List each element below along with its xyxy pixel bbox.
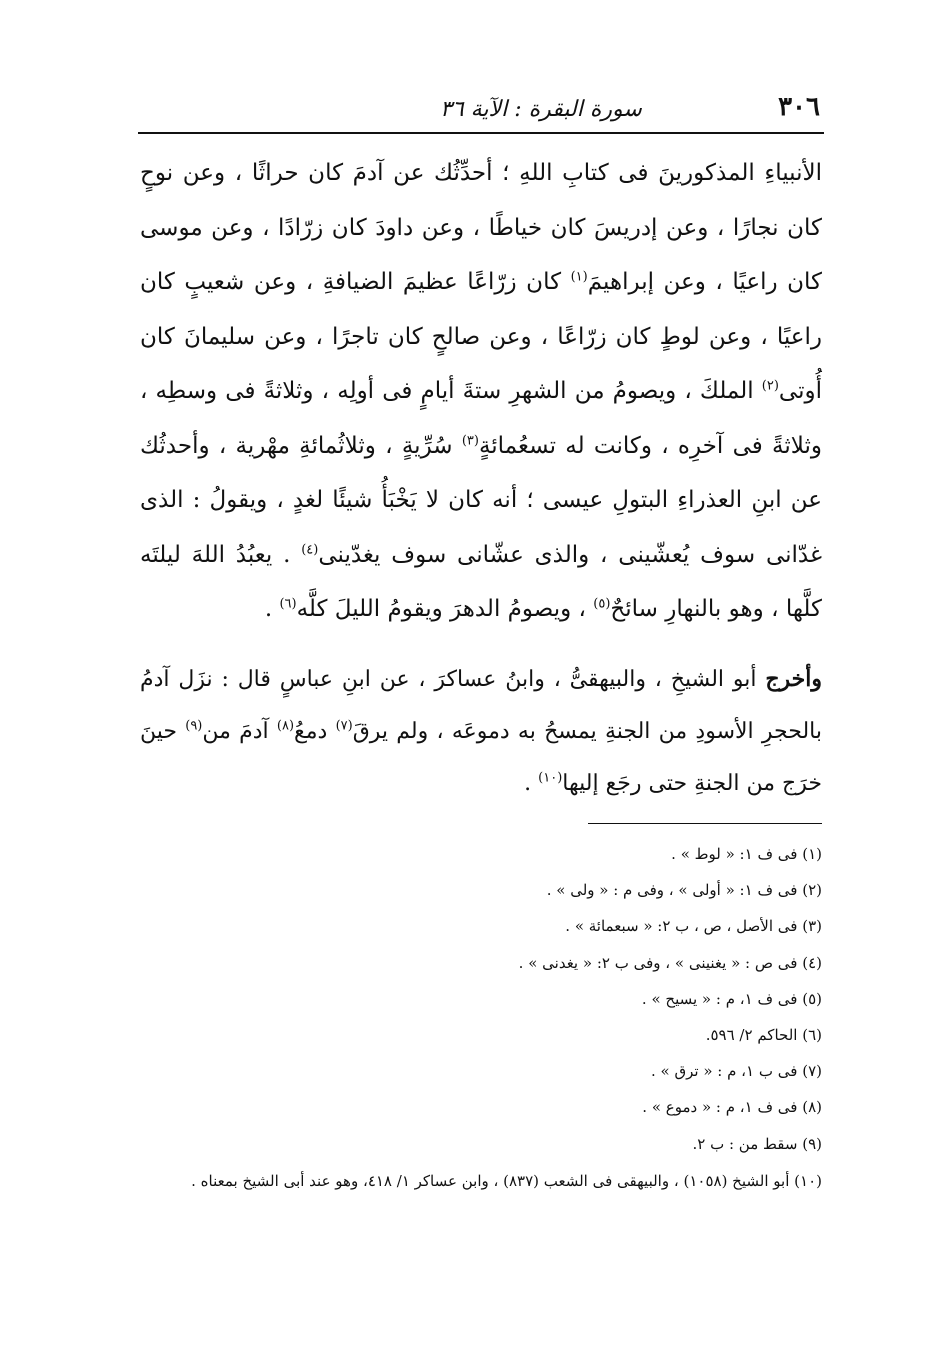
running-title: سورة البقرة : الآية ٣٦: [440, 97, 642, 122]
footnote-number: (١٠): [794, 1171, 822, 1190]
text-run: وعن لوطٍ كان زرّاعًا ، وعن صالحٍ كان تاجرًا ، وعن سليمانَ كان أُوتى: [140, 323, 822, 404]
text-run: سُرِّيةٍ ، وثلاثُمائةِ مهْرية ، وأحدثُك عن ابنِ: [140, 432, 822, 513]
footnote-text: سقط من : ب ٢.: [692, 1134, 798, 1153]
footnote-text: فى ص : « يغنينى » ، وفى ب ٢: « يغدنى » .: [518, 953, 798, 972]
page-number: ٣٠٦: [778, 92, 820, 122]
main-text: [140, 146, 822, 810]
footnote-number: (٧): [802, 1062, 822, 1081]
footnote-text: فى ف ١، م : « دموع » .: [642, 1098, 798, 1117]
footnote-number: (٤): [802, 953, 822, 972]
footnote-text: فى ف ١: « أولى » ، وفى م : « ولى » .: [546, 881, 798, 900]
text-run: ، ويصومُ الدهرَ ويقومُ الليلَ كلَّه: [296, 596, 586, 622]
footnote-ref-9[interactable]: (٩): [185, 718, 203, 734]
footnote-item: [140, 1017, 822, 1053]
footnote-text: فى ف ١: « لوط » .: [671, 845, 798, 863]
footnote-ref-1[interactable]: (١): [570, 269, 588, 285]
text-run: راعيًا ، وعن إبراهيمَ: [587, 269, 778, 295]
text-run: بالحجرِ الأسودِ من الجنةِ يمسحُ به دموعَه ، ولم يرقَ: [352, 718, 822, 744]
footnote-text: فى ب ١، م : « ترق » .: [651, 1062, 798, 1081]
text-run: سوف يُعشّينى ، والذى عشّانى سوف يغدّينى: [318, 541, 756, 568]
footnote-item: [140, 981, 822, 1017]
footnote-item: [140, 872, 822, 908]
footnote-text: فى الأصل ، ص ، ب ٢: « سبعمائة » .: [565, 917, 798, 936]
text-run: نجارًا ، وعن إدريسَ كان خياطًا ، وعن داودَ كان زرّادًا ، وعن موسى كان: [140, 214, 822, 295]
footnote-item: [140, 836, 822, 872]
footnote-item: [140, 1053, 822, 1089]
footnote-number: (٦): [802, 1026, 822, 1045]
footnote-number: (٨): [802, 1098, 822, 1117]
text-run: . يعبُدُ اللهَ ليلتَه كلَّها ،: [140, 541, 822, 622]
page-header: [140, 82, 820, 122]
text-run: كان زرّاعًا عظيمَ الضيافةِ ، وعن شعيبٍ كان راعيًا ،: [140, 269, 823, 350]
footnotes-list: [140, 836, 822, 1196]
footnote-ref-6[interactable]: (٦): [279, 596, 297, 612]
footnote-number: (٩): [802, 1134, 822, 1153]
footnote-number: (٢): [802, 881, 822, 900]
text-run: الملكَ ، ويصومُ من الشهرِ ستةَ أيامٍ فى أولِه ، وثلاثةً فى وسطِه ، وثلاثةً فى: [140, 378, 822, 459]
header-rule: [138, 132, 824, 134]
text-run: .: [264, 596, 273, 622]
footnote-item: [140, 1166, 822, 1196]
text-run: الأنبياءِ المذكورينَ فى كتابِ اللهِ ؛ أحدِّثُك عن آدمَ كان حراثًا ، وعن نوحٍ كان: [140, 160, 822, 241]
footnote-text: الحاكم ٢/ ٥٩٦.: [705, 1026, 798, 1045]
text-run: آخرِه ، وكانت له تسعُمائةٍ: [478, 432, 724, 459]
paragraph-2: [140, 653, 822, 810]
text-run: آدمَ من: [202, 718, 269, 744]
footnote-ref-5[interactable]: (٥): [593, 596, 611, 612]
footnote-item: [140, 1089, 822, 1125]
footnote-number: (١): [802, 845, 822, 863]
text-run: وهو بالنهارِ سائحٌ: [610, 596, 764, 622]
text-run: .: [524, 770, 532, 796]
footnote-ref-3[interactable]: (٣): [461, 432, 479, 448]
text-run: من الجنةِ حتى رجَع إليها: [562, 770, 776, 796]
footnote-ref-10[interactable]: (١٠): [538, 770, 563, 786]
text-run: أبو الشيخِ ، والبيهقىُّ ، وابنُ عساكرَ ، عن ابنِ عباسٍ قال : نزَل آدمُ: [140, 666, 757, 692]
footnote-item: [140, 908, 822, 944]
footnote-ref-8[interactable]: (٨): [276, 718, 295, 734]
footnote-ref-7[interactable]: (٧): [335, 718, 353, 734]
text-run: العذراءِ البتولِ عيسى ؛ أنه كان لا يَخْبَأُ شيئًا لغدٍ ، ويقولُ : الذى غدّانى: [140, 487, 823, 568]
paragraph-1: [140, 146, 822, 637]
lead-word: وأخرج: [765, 665, 822, 692]
footnote-text: فى ف ١، م : « يسيح » .: [641, 989, 798, 1008]
footnote-item: [140, 1126, 822, 1162]
text-run: حينَ خرَج: [140, 718, 822, 796]
footnote-item: [140, 945, 822, 981]
footnote-ref-2[interactable]: (٢): [761, 378, 779, 394]
footnote-number: (٥): [802, 989, 822, 1008]
text-run: دمعُ: [294, 718, 328, 744]
footnote-text: أبو الشيخ (١٠٥٨) ، والبيهقى فى الشعب (٨٣٧) ، وابن عساكر ١/ ٤١٨، وهو عند أبى الشيخ بمعناه .: [191, 1171, 790, 1190]
footnote-rule: [588, 823, 822, 824]
footnote-ref-4[interactable]: (٤): [301, 541, 319, 557]
footnote-number: (٣): [802, 917, 822, 936]
